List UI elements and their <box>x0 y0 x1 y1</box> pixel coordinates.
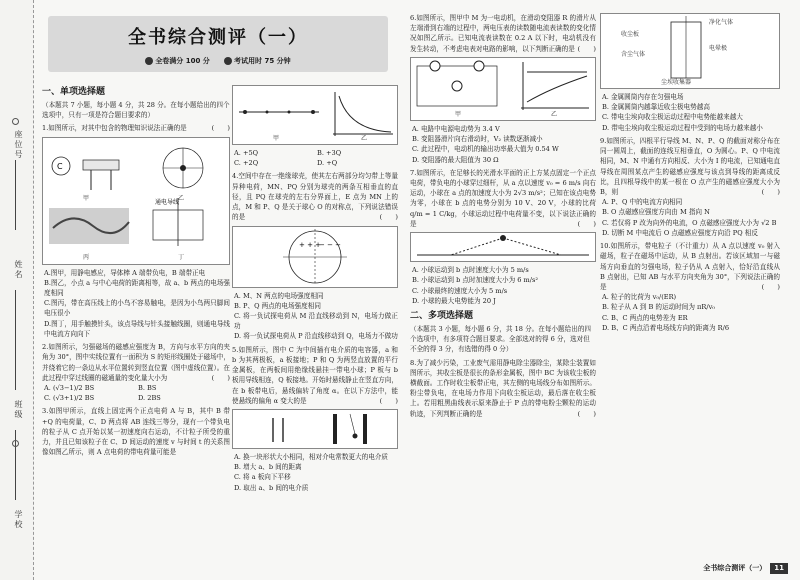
page-footer <box>703 563 788 574</box>
q8-fig-label-clean-gas: 净化气体 <box>709 19 734 26</box>
q1-fig-label-b: 乙 <box>178 194 185 202</box>
q6-option-b[interactable]: B. 变阻器滑片向右滑动时，V₂ 读数逐渐减小 <box>412 135 543 144</box>
q1-fig-label-d: 丁 <box>178 254 185 262</box>
question-4: 4.空间中存在一绝缘球壳，使其左右两部分均匀带上等量异种电荷，MN、PQ 分别为球壳的两条互相垂直的直径，且 PQ 在球壳的左右分界面上，E 点为 MN 上的点，M 和 P、Q 是关于球心 O 的对称点，下列说法错误的是 ( ) + + + − − − A. M、N 两点的电场强度相同 B. P、Q 两点的电场强度相同 C. 将一负试探电荷从 M 沿直线移动到 N，电场力做正功 D. 将一负试探电荷从 P 沿直线移动到 Q，电场力不做功 <box>232 172 398 341</box>
q3-option-c[interactable]: C. +2Q <box>234 159 259 168</box>
q4-figure <box>232 226 398 288</box>
binding-label-name: 姓名 <box>14 260 23 280</box>
q4-option-d[interactable]: D. 将一负试探电荷从 P 沿直线移动到 Q，电场力不做功 <box>234 332 398 341</box>
q10-option-c[interactable]: C. B、C 两点的电势差为 ER <box>602 313 688 322</box>
q2-option-a[interactable]: A. (√3−1)/2 BS <box>44 384 95 392</box>
q8-figure <box>600 13 780 89</box>
q3-option-d[interactable]: D. +Q <box>317 159 338 168</box>
q6-stem: 6.如图所示，图甲中 M 为一电动机，在滑动变阻器 R 的滑片从左端滑到右端的过程中，两电压表的读数随电流表读数的变化情况如图乙所示。已知电流表读数在 0.2 A 以下时，电动机没有发生转动，不考虑电表对电路的影响，以下判断正确的是 <box>410 14 596 53</box>
q7-figure <box>410 232 596 262</box>
q8-stem: 8.为了减少污染，工业废气需用静电除尘器除尘，某除尘装置如图所示，其收尘板是很长的条形金属板，图中 BC 为该收尘板的横截面。工作时收尘板带正电，其左侧的电场线分布如图所示。粉尘带负电，在电场力作用下向收尘板运动，最后落在收尘板上。若用粗黑曲线表示原来静止于 P 点的带电粉尘颗粒的运动轨迹，下列判断正确的是 <box>410 358 596 418</box>
binding-line <box>15 290 16 390</box>
q8-fig-label-plate: 收尘板 <box>621 31 640 38</box>
q3-figure-svg <box>233 86 397 144</box>
q6-option-a[interactable]: A. 电路中电源电动势为 3.4 V <box>412 124 500 133</box>
q1-fig-label-c: 丙 <box>83 254 90 262</box>
column-left <box>42 82 230 458</box>
q5-option-a[interactable]: A. 换一块形状大小相同，相对介电常数更大的电介质 <box>234 452 389 461</box>
svg-text:− − −: − − − <box>319 240 342 249</box>
q3-figure <box>232 85 398 145</box>
q1-fig-label-a: 甲 <box>83 194 90 202</box>
score-icon <box>145 57 153 65</box>
svg-text:通电导线: 通电导线 <box>155 198 180 206</box>
q2-option-d[interactable]: D. 2BS <box>138 394 161 403</box>
q9-option-c[interactable]: C. 若仅将 P 改为向外的电流，O 点磁感应强度大小为 √2 B <box>602 218 777 227</box>
question-2: 2.如图所示，匀强磁场的磁感应强度为 B，方向与水平方向的夹角为 30°，图中实线位置有一面积为 S 的矩形线圈处于磁场中，并绕着它的一条边从水平位置转到竖直位置（图中虚线位置）。在此过程中穿过线圈的磁通量的变化量大小为 ( ) A. (√3−1)/2 BS B. BS C. (√3+1)/2 BS D. 2BS <box>42 343 230 403</box>
q5-option-c[interactable]: C. 将 a 板向下平移 <box>234 473 291 482</box>
q6-option-c[interactable]: C. 此过程中，电动机的输出功率最大值为 0.54 W <box>412 145 559 154</box>
q1-figure <box>42 137 230 265</box>
title-banner <box>48 16 388 72</box>
q4-stem: 4.空间中存在一绝缘球壳，使其左右两部分均匀带上等量异种电荷，MN、PQ 分别为球壳的两条互相垂直的直径，且 PQ 在球壳的左右分界面上，E 点为 MN 上的点，M 和 P、Q 是关于球心 O 的对称点，下列说法错误的是 <box>232 172 398 222</box>
q7-option-d[interactable]: D. 小球的最大电势能为 20 J <box>412 296 496 305</box>
q5-option-b[interactable]: B. 增大 a、b 间的距离 <box>234 463 302 472</box>
question-6: 6.如图所示，图甲中 M 为一电动机，在滑动变阻器 R 的滑片从左端滑到右端的过程中，两电压表的读数随电流表读数的变化情况如图乙所示。已知电流表读数在 0.2 A 以下时，电动机没有发生转动，不考虑电表对电路的影响，以下判断正确的是 ( ) 甲 乙 A. 电路中电源电动势为 3.4 V B. 变阻器滑片向右滑动时，V₂ 读数逐渐减小 C. 此过程中，电动机的输出功率最大值为 0.54 W D. 变阻器的最大阻值为 30 Ω <box>410 14 596 164</box>
q1-option-a[interactable]: A.图甲，用静电感应，导体棒 A 端带负电，B 端带正电 <box>44 268 206 277</box>
question-3 <box>42 406 230 457</box>
q4-option-b[interactable]: B. P、Q 两点的电场强度相同 <box>234 301 321 310</box>
column-right <box>410 10 596 419</box>
column-far-right <box>600 10 780 333</box>
q3-stem: 3.如图甲所示，直线上固定两个正点电荷 A 与 B，其中 B 带 +Q 的电荷量，C、D 两点将 AB 连线三等分，现有一个带负电的粒子从 C 点开始以某一初速度向右运动，不计粒子所受的重力，并且已知该粒子在 C、D 间运动的速度 v 与时间 t 的关系图像如图乙所示，则 A 点电荷的带电荷量可能是 <box>42 407 230 457</box>
q7-option-b[interactable]: B. 小球运动到 b 点时加速度大小为 6 m/s² <box>412 276 539 285</box>
q7-option-c[interactable]: C. 小球最终的速度大小为 5 m/s <box>412 286 508 295</box>
page-title: 全书综合测评（一） <box>128 27 308 48</box>
q10-option-d[interactable]: D. B、C 两点沿着电场线方向的距离为 R/6 <box>602 323 730 332</box>
q8-option-b[interactable]: B. 金属圆筒内越靠近收尘极电势越高 <box>602 103 710 112</box>
page-number: 11 <box>770 563 788 574</box>
svg-text:+ + +: + + + <box>299 240 322 249</box>
q1-option-b[interactable]: B.图乙，小点 a 与中心电荷的距离相等，故 a、b 两点的电场强度相同 <box>44 278 230 298</box>
svg-text:C: C <box>57 161 63 171</box>
q4-option-a[interactable]: A. M、N 两点的电场强度相同 <box>234 291 324 300</box>
q1-stem: 1.如图所示，对其中包含的物理知识说法正确的是 <box>42 124 187 133</box>
section1-note: （本题共 7 小题，每小题 4 分，共 28 分。在每小题给出的四个选项中，只有一项是符合题目要求的） <box>42 100 230 120</box>
q3-option-b[interactable]: B. +3Q <box>317 149 342 157</box>
q6-figure-svg <box>411 58 595 120</box>
q5-figure-svg <box>233 410 397 448</box>
q5-option-d[interactable]: D. 取出 a、b 间的电介质 <box>234 483 309 492</box>
q8-fig-label-collector: 尘埃收集器 <box>661 78 692 86</box>
question-9: 9.如图所示，四根平行导线 M、N、P、Q 的截面对称分布在同一圆周上，截面的连线互相垂直，O 为圆心。P、Q 中电流相同，M、N 中通有方向相反、大小为 I 的电流，已知通电直导线在周围某点产生的磁感应强度与该点到导线的距离成反比，且四根导线中的某一根在 O 点产生的磁感应强度大小为 B，则 ( ) A. P、Q 中的电流方向相同 B. O 点磁感应强度方向由 M 指向 N C. 若仅将 P 改为向外的电流，O 点磁感应强度大小为 √2 B D. 切断 M 中电流后 O 点磁感应强度方向沿 PQ 相反 <box>600 136 780 237</box>
q1-option-c[interactable]: C.图丙，带在高压线上的小鸟不容易触电，是因为小鸟两只脚间电压很小 <box>44 299 230 318</box>
q9-option-a[interactable]: A. P、Q 中的电流方向相同 <box>602 198 683 207</box>
binding-hole-icon <box>12 118 19 125</box>
q3-fig-label-a: 甲 <box>273 134 280 142</box>
q1-figure-svg <box>43 138 229 264</box>
question-8: 8.为了减少污染，工业废气需用静电除尘器除尘，某除尘装置如图所示，其收尘板是很长的条形金属板，图中 BC 为该收尘板的横截面。工作时收尘板带正电，其左侧的电场线分布如图所示。粉尘带负电，在电场力作用下向收尘板运动，最后落在收尘板上。若用粗黑曲线表示原来静止于 P 点的带电粉尘颗粒的运动轨迹，下列判断正确的是 ( ) <box>410 358 596 418</box>
q8-option-c[interactable]: C. 带电尘埃向收尘极运动过程中电势能越来越大 <box>602 113 743 122</box>
q10-option-a[interactable]: A. 粒子的比荷为 v₀/(ER) <box>602 293 677 302</box>
q8-fig-label-corona: 电晕极 <box>709 45 728 52</box>
q8-option-d[interactable]: D. 带电尘埃向收尘极运动过程中受到的电场力越来越小 <box>602 123 763 132</box>
q2-stem: 2.如图所示，匀强磁场的磁感应强度为 B，方向与水平方向的夹角为 30°，图中实线位置有一面积为 S 的矩形线圈处于磁场中，并绕着它的一条边从水平位置转到竖直位置（图中虚线位置）。在此过程中穿过线圈的磁通量的变化量大小为 <box>42 343 230 382</box>
column-mid <box>232 82 398 493</box>
q8-option-a[interactable]: A. 金属圆筒内存在匀强电场 <box>602 93 684 101</box>
question-1: 1.如图所示，对其中包含的物理知识说法正确的是 ( ) C 通电导线 甲 乙 丙 丁 A.图甲，用静电感应，导体棒 A 端带负电，B 端带正电 B.图乙，小点 a 与中心电荷的距离相等，故 a、b 两点的电场强度相同 C.图丙，带在高压线上的小鸟不容易触电，是因为小鸟两只脚间电压很小 D.图丁，用手触摸针头，该点导线与针头接触线圈，则通电导线中电流方向向下 <box>42 124 230 338</box>
q3-fig-label-b: 乙 <box>361 134 368 142</box>
section1-head: 一、单项选择题 <box>42 87 106 97</box>
binding-label-seat: 座位号 <box>14 130 23 160</box>
q7-option-a[interactable]: A. 小球运动到 b 点时速度大小为 5 m/s <box>412 266 529 275</box>
q10-stem: 10.如图所示，带电粒子（不计重力）从 A 点以速度 v₀ 射入磁场，粒子在磁场中运动，从 B 点射出。若该区域加一与磁场方向垂直的匀强电场，粒子仍从 A 点射入，恰好沿直线从 B 点射出，已知 AB 与水平方向夹角为 30°，下列说法正确的是 <box>600 242 780 291</box>
binding-strip <box>0 0 34 580</box>
binding-line <box>15 160 16 230</box>
q9-stem: 9.如图所示，四根平行导线 M、N、P、Q 的截面对称分布在同一圆周上，截面的连线互相垂直，O 为圆心。P、Q 中电流相同，M、N 中通有方向相反、大小为 I 的电流，已知通电直导线在周围某点产生的磁感应强度与该点到导线的距离成反比，且四根导线中的某一根在 O 点产生的磁感应强度大小为 B，则 <box>600 136 780 196</box>
question-5: 5.如图所示，图中 C 为中间插有电介质的电容器，a 和 b 为其两极板，a 板接地；P 和 Q 为两竖直放置的平行金属板，在两板间用绝缘线悬挂一带电小球；P 板与 b 板用导线相连，Q 板接地。开始时悬线静止在竖直方向，在 b 板带电后，悬线偏转了角度 α。在以下方法中，能使悬线的偏角 α 变大的是 ( ) A. 换一块形状大小相同，相对介电常数更大的电介质 B. 增大 a、b 间的距离 C. 将 a 板向下平移 D. 取出 a、b 间的电介质 <box>232 345 398 492</box>
q9-option-d[interactable]: D. 切断 M 中电流后 O 点磁感应强度方向沿 PQ 相反 <box>602 228 758 237</box>
q6-figure <box>410 57 596 121</box>
section2-note: （本题共 3 小题，每小题 6 分，共 18 分。在每小题给出的四个选项中，有多项符合题目要求。全部选对的得 6 分，选对但不全的得 3 分，有选错的得 0 分） <box>410 324 592 354</box>
clock-icon <box>224 57 232 65</box>
binding-hole-icon <box>12 440 19 447</box>
q6-fig-label-b: 乙 <box>551 110 558 118</box>
q5-stem: 5.如图所示，图中 C 为中间插有电介质的电容器，a 和 b 为其两极板，a 板接地；P 和 Q 为两竖直放置的平行金属板，在两板间用绝缘线悬挂一带电小球；P 板与 b 板用导线相连，Q 板接地。开始时悬线静止在竖直方向，在 b 板带电后，悬线偏转了角度 α。在以下方法中，能使悬线的偏角 α 变大的是 <box>232 345 398 405</box>
q4-option-c[interactable]: C. 将一负试探电荷从 M 沿直线移动到 N，电场力做正功 <box>234 311 398 331</box>
q6-option-d[interactable]: D. 变阻器的最大阻值为 30 Ω <box>412 155 499 164</box>
q2-option-c[interactable]: C. (√3+1)/2 BS <box>44 394 95 403</box>
q10-option-b[interactable]: B. 粒子从 A 到 B 的运动时间为 πR/v₀ <box>602 303 715 312</box>
exam-time: 考试用时 75 分钟 <box>234 56 291 65</box>
q7-figure-svg <box>411 233 595 261</box>
q1-option-d[interactable]: D.图丁，用手触摸针头，该点导线与针头接触线圈，则通电导线中电流方向向下 <box>44 319 230 338</box>
question-10: 10.如图所示，带电粒子（不计重力）从 A 点以速度 v₀ 射入磁场，粒子在磁场中运动，从 B 点射出。若该区域加一与磁场方向垂直的匀强电场，粒子仍从 A 点射入，恰好沿直线从 B 点射出，已知 AB 与水平方向夹角为 30°，下列说法正确的是 ( ) A. 粒子的比荷为 v₀/(ER) B. 粒子从 A 到 B 的运动时间为 πR/v₀ C. B、C 两点的电势差为 ER D. B、C 两点沿着电场线方向的距离为 R/6 <box>600 242 780 332</box>
q2-option-b[interactable]: B. BS <box>138 384 157 392</box>
q8-fig-label-dusty-gas: 含尘气体 <box>621 51 646 58</box>
footer-title: 全书综合测评（一） <box>703 564 767 573</box>
binding-label-class: 班级 <box>14 400 23 420</box>
exam-info <box>48 56 388 67</box>
section2-head: 二、多项选择题 <box>410 310 474 321</box>
q5-figure <box>232 409 398 449</box>
full-score: 全卷满分 100 分 <box>155 56 210 65</box>
question-7: 7.如图所示，在足够长的光滑水平面的正上方某点固定一个正点电荷，带负电的小球穿过细杆，从 a 点以速度 v₀ = 6 m/s 向右运动，小球在 a 点的加速度大小为 2√3 m/s²；已知在该点电势为零，小球在 b 点的电势分别为 10 V、20 V，小球的比荷 q/m = 1 C/kg，小球运动过程中电荷量不变，以下说法正确的是 ( ) A. 小球运动到 b 点时速度大小为 5 m/s B. 小球运动到 b 点时加速度大小为 6 m/s² C. 小球最终的速度大小为 5 m/s D. 小球的最大电势能为 20 J <box>410 168 596 305</box>
q6-fig-label-a: 甲 <box>455 110 462 118</box>
q9-option-b[interactable]: B. O 点磁感应强度方向由 M 指向 N <box>602 208 710 217</box>
q3-option-a[interactable]: A. +5Q <box>234 149 259 157</box>
q7-stem: 7.如图所示，在足够长的光滑水平面的正上方某点固定一个正点电荷，带负电的小球穿过细杆，从 a 点以速度 v₀ = 6 m/s 向右运动，小球在 a 点的加速度大小为 2√3 m/s²；已知在该点电势为零，小球在 b 点的电势分别为 10 V、20 V，小球的比荷 q/m = 1 C/kg，小球运动过程中电荷量不变，以下说法正确的是 <box>410 168 596 228</box>
q4-figure-svg <box>233 227 397 287</box>
binding-label-school: 学校 <box>14 510 23 530</box>
